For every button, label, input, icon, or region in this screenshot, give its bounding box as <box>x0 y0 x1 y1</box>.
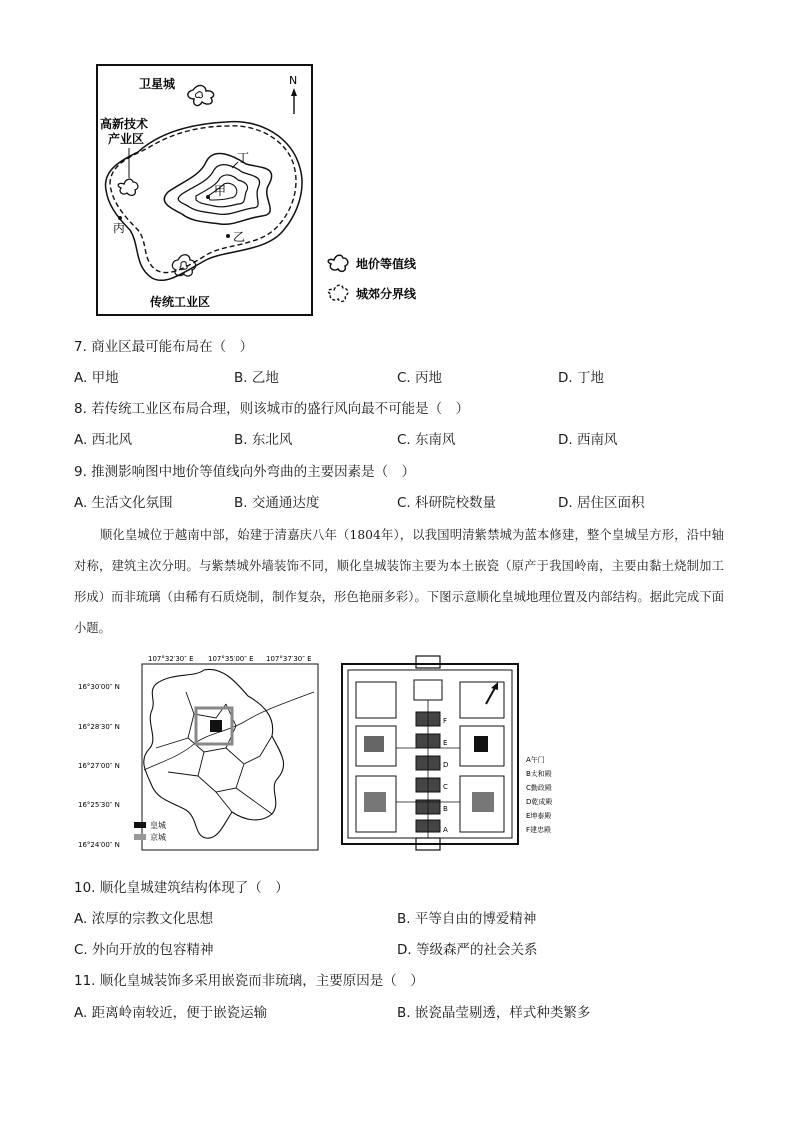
q10-option-c[interactable]: C. 外向开放的包容精神 <box>74 942 214 958</box>
point-yi <box>226 234 230 238</box>
passage-text: 顺化皇城位于越南中部，始建于清嘉庆八年（1804年），以我国明清紫禁城为蓝本修建，整个皇城呈方形，沿中轴对称，建筑主次分明。与紫禁城外墙装饰不同，顺化皇城装饰主要为本土嵌瓷（原产于我国岭南，主要由黏土烧制加工形成）而非琉璃（由稀有石质烧制，制作复杂，形色艳丽多彩）。下图示意顺化皇城地理位置及内部结构。据此完成下面小题。 <box>74 528 724 635</box>
question-7-stem: 7. 商业区最可能布局在（ ） <box>74 339 254 355</box>
mark-e: E <box>443 739 448 747</box>
legend-boundary-label: 城郊分界线 <box>356 287 417 301</box>
land-price-map-figure <box>96 64 444 317</box>
hightech-label-1: 高新技术 <box>100 117 149 131</box>
mark-a: A <box>443 826 448 834</box>
lat-label-2: 16°28′30″ N <box>78 723 120 731</box>
legend-capital-label: 京城 <box>150 833 166 842</box>
mark-f: F <box>443 717 448 725</box>
river-line <box>144 692 314 770</box>
q8-option-b[interactable]: B. 东北风 <box>234 432 293 448</box>
q11-option-b[interactable]: B. 嵌瓷晶莹剔透，样式种类繁多 <box>397 1005 591 1021</box>
point-jia <box>206 195 210 199</box>
q7-option-c[interactable]: C. 丙地 <box>397 370 443 386</box>
map2-frame <box>142 664 318 850</box>
satellite-contour <box>188 85 214 105</box>
legend-a: A午门 <box>526 756 545 764</box>
reading-passage <box>74 520 724 644</box>
north-arrow-head-icon <box>291 88 297 96</box>
north-gate <box>416 656 440 668</box>
north-label: N <box>289 74 298 87</box>
hightech-label-2: 产业区 <box>108 132 145 146</box>
west-hall <box>364 736 384 752</box>
imperial-city-square <box>210 720 222 732</box>
legend-boundary-icon <box>328 285 348 301</box>
lat-label-1: 16°30′00″ N <box>78 683 120 691</box>
question-11-stem: 11. 顺化皇城装饰多采用嵌瓷而非琉璃，主要原因是（ ） <box>74 973 424 989</box>
east-court <box>472 792 494 812</box>
label-ding: 丁 <box>237 151 250 165</box>
legend-b: B太和殿 <box>526 770 552 778</box>
map-frame <box>97 65 312 315</box>
q7-option-d[interactable]: D. 丁地 <box>558 370 604 386</box>
hue-location-map-figure <box>76 652 326 852</box>
question-10-stem: 10. 顺化皇城建筑结构体现了（ ） <box>74 880 289 896</box>
label-bing: 丙 <box>113 221 126 235</box>
city-outline <box>144 669 284 838</box>
traditional-label: 传统工业区 <box>150 295 211 309</box>
lon-label-1: 107°32′30″ E <box>148 655 194 663</box>
legend-f: F建忠殿 <box>526 826 552 834</box>
legend-c: C勤政殿 <box>526 784 552 792</box>
q7-option-a[interactable]: A. 甲地 <box>74 370 119 386</box>
question-8-stem: 8. 若传统工业区布局合理，则该城市的盛行风向最不可能是（ ） <box>74 401 470 417</box>
legend-e: E坤泰殿 <box>526 812 552 820</box>
east-hall <box>474 736 488 752</box>
q9-option-d[interactable]: D. 居住区面积 <box>558 495 645 511</box>
citadel-layout-figure <box>336 652 576 852</box>
legend-d: D乾成殿 <box>526 798 553 806</box>
lat-label-5: 16°24′00″ N <box>78 841 120 849</box>
legend-price-label: 地价等值线 <box>356 257 417 271</box>
legend-price-icon <box>328 255 348 271</box>
mark-c: C <box>443 783 448 791</box>
q9-option-b[interactable]: B. 交通通达度 <box>234 495 320 511</box>
lat-label-3: 16°27′00″ N <box>78 762 120 770</box>
mark-b: B <box>443 805 448 813</box>
q11-option-a[interactable]: A. 距离岭南较近，便于嵌瓷运输 <box>74 1005 268 1021</box>
building-north <box>414 680 442 700</box>
mark-d: D <box>443 761 449 769</box>
point-bing <box>118 216 122 220</box>
q8-option-a[interactable]: A. 西北风 <box>74 432 133 448</box>
citadel-outer-wall <box>342 664 518 844</box>
question-9-stem: 9. 推测影响图中地价等值线向外弯曲的主要因素是（ ） <box>74 464 416 480</box>
land-price-map <box>96 64 444 317</box>
legend-imperial-swatch <box>134 822 146 828</box>
q8-option-d[interactable]: D. 西南风 <box>558 432 618 448</box>
q10-option-a[interactable]: A. 浓厚的宗教文化思想 <box>74 911 214 927</box>
label-yi: 乙 <box>233 230 246 244</box>
lat-label-4: 16°25′30″ N <box>78 801 120 809</box>
legend-imperial-label: 皇城 <box>150 821 166 830</box>
legend-capital-swatch <box>134 834 146 840</box>
west-block-1 <box>356 682 396 718</box>
satellite-label: 卫星城 <box>139 77 176 91</box>
q9-option-a[interactable]: A. 生活文化氛围 <box>74 495 173 511</box>
label-jia: 甲 <box>214 184 227 198</box>
hightech-contour <box>118 179 138 195</box>
citadel-layout <box>336 652 576 852</box>
q10-option-b[interactable]: B. 平等自由的博爱精神 <box>397 911 537 927</box>
q8-option-c[interactable]: C. 东南风 <box>397 432 456 448</box>
q7-option-b[interactable]: B. 乙地 <box>234 370 279 386</box>
west-court <box>364 792 386 812</box>
q10-option-d[interactable]: D. 等级森严的社会关系 <box>397 942 538 958</box>
district-lines <box>156 692 272 814</box>
lon-label-2: 107°35′00″ E <box>208 655 254 663</box>
hue-location-map <box>76 652 326 852</box>
q9-option-c[interactable]: C. 科研院校数量 <box>397 495 497 511</box>
lon-label-3: 107°37′30″ E <box>266 655 312 663</box>
